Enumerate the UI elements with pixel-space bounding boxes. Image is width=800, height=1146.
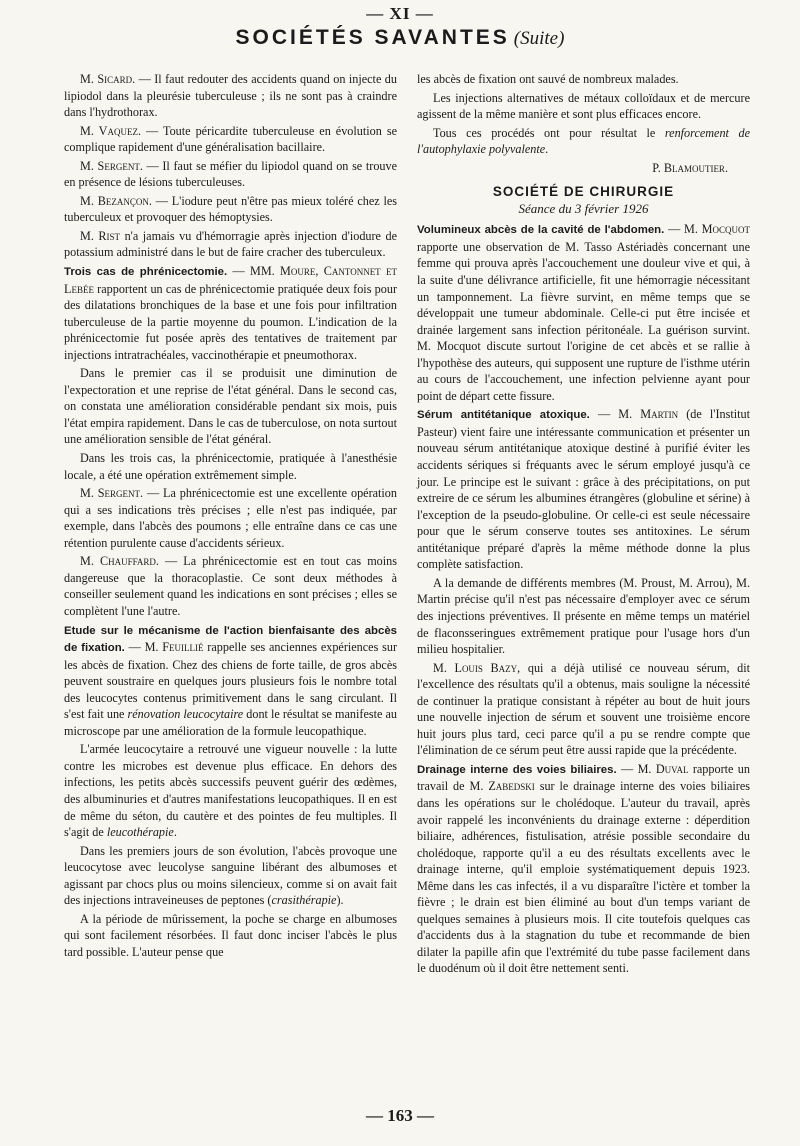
dash-text: — M. — [589, 407, 641, 422]
paragraph-text: Dans les premiers jours de son évolution, l'abcès provoque une leucocytose avec leucolyse sanguine libérant des albumoses et agissant par chocs plus ou moins silencieux, comme si on avait fait des injections intraveineuses de peptones ( — [64, 843, 397, 908]
speaker-name: M. Rist — [80, 228, 121, 243]
article-title: Drainage interne des voies biliaires. — [417, 763, 617, 776]
paragraph-text: — La phrénicectomie est une excellente opération qui a ses indications très précises ; elle n'est pas indiquée, par exemple, dans l'abcès des poumons ; elle entraîne dans ce cas une rétention purulente cause d'accidents sérieux. — [64, 486, 397, 550]
right-column — [417, 71, 750, 979]
paragraph-text: dont le résultat se manifeste au microscope par une amélioration de la formule leucopathique. — [64, 707, 397, 738]
author-name: M. Zabedski — [469, 779, 535, 794]
header-suffix: (Suite) — [513, 28, 565, 49]
section-header — [417, 184, 750, 217]
paragraph-text: ). — [336, 893, 344, 908]
paragraph-sergent-1 — [64, 158, 397, 191]
speaker-name: M. Sergent. — [80, 158, 143, 173]
paragraph-bazy — [417, 660, 750, 759]
speaker-name: M. Bezançon. — [80, 193, 152, 208]
section-date: Séance du 3 février 1926 — [518, 200, 649, 216]
paragraph-text: Les injections alternatives de métaux colloïdaux et de mercure agissent de la même manière et sont plus efficaces encore. — [417, 90, 750, 122]
paragraph-crasitherapie — [64, 843, 397, 909]
article-title: Sérum antitétanique atoxique. — [417, 409, 590, 422]
paragraph-text: — La phrénicectomie est en tout cas moins dangereuse que la thoracoplastie. Ce sont deux méthodes à conseiller seulement quand les indications en sont précises ; elles se complètent l'une l'autre. — [64, 554, 397, 618]
paragraph-text: — Toute péricardite tuberculeuse en évolution se complique rapidement d'une généralisation bacillaire. — [64, 123, 397, 155]
page-header — [0, 26, 800, 50]
article-serum-antitetanique — [417, 406, 750, 572]
paragraph-text: A la demande de différents membres (M. Proust, M. Arrou), M. Martin précise qu'il n'est pas nécessaire d'employer avec ce sérum des injections préventives. Il présente en même temps un matériel de flaconsseringues extrêmement pratique pour l'usage hors d'un milieu hospitalier. — [417, 575, 750, 657]
italic-term: renforcement de l'autophylaxie polyvalente — [417, 125, 751, 157]
dash-text: — M. — [124, 640, 163, 655]
paragraph-autophylaxie — [417, 125, 750, 158]
paragraph-text: rapporte une observation de M. Tasso Astériadès concernant une femme qui prouva après l'accouchement une douleur vive et qui, à la suite d'une délivrance artificielle, fit une hémorragie nécessitant un tamponnement. La fièvre survint, en même temps que se développait une tumeur abdominale. Celle-ci put être incisée et drainée largement sans infection péritonéale. La guérison survint. M. Mocquot discute surtout l'origine de cet abcès et se rallie à l'hypothèse des auteurs, qui supposent une rupture de l'isthme utérin au cours de l'accouchement, une infection pelvienne ayant pour point de départ cette fissure. — [417, 239, 750, 403]
paragraph-text: . — [545, 142, 549, 157]
speaker-name: M. Sicard. — [80, 72, 136, 86]
dash-text: — MM. — [227, 264, 281, 279]
article-title: Volumineux abcès de la cavité de l'abdomen. — [417, 224, 665, 237]
signature-line — [417, 160, 750, 177]
article-title: Etude sur le mécanisme de l'action bienfaisante des abcès de fixation. — [64, 624, 397, 655]
paragraph-text: rappelle ses anciennes expériences sur les abcès de fixation. Chez des chiens de forte taille, de gros abcès peuvent soustraire en quelques jours plusieurs fois le nombre total des leucocytes contenus primitivement dans le sang circulant. Il s'est fait une — [64, 640, 398, 722]
author-name: Feuillié — [162, 640, 204, 655]
page-roman-numeral: — XI — — [366, 4, 434, 23]
author-name: Mocquot — [701, 222, 750, 237]
italic-term: crasithérapie — [271, 893, 337, 908]
paragraph-text: les abcès de fixation ont sauvé de nombreux malades. — [417, 72, 679, 86]
paragraph-vaquez — [64, 123, 397, 156]
text-columns — [64, 71, 750, 979]
speaker-name: M. Louis Bazy, — [433, 660, 521, 675]
paragraph-text: Tous ces procédés ont pour résultat le — [433, 125, 665, 140]
section-title: SOCIÉTÉ DE CHIRURGIE — [492, 184, 675, 200]
header-title: SOCIÉTÉS SAVANTES — [235, 26, 510, 49]
paragraph-text: — L'iodure peut n'être pas mieux toléré chez les tuberculeux et provoquer des hémoptysies. — [64, 193, 397, 225]
author-name: Martin — [640, 407, 679, 422]
article-abces-fixation — [64, 622, 397, 740]
dash-text: — M. — [616, 761, 656, 776]
author-signature: P. Blamoutier. — [652, 160, 728, 175]
paragraph-chauffard — [64, 553, 397, 619]
page-number: — 163 — — [366, 1106, 434, 1125]
paragraph-text: — Il faut redouter des accidents quand on injecte du lipiodol dans la pleurésie tuberculeuse ; ils ne sont pas à craindre dans l'hydrothorax. — [64, 72, 397, 120]
italic-term: leucothérapie — [106, 825, 174, 840]
paragraph-text: qui a déjà utilisé ce nouveau sérum, dit l'excellence des résultats qu'il a obtenus, mais souligne la nécessité de continuer la pratique consistant à répéter au bout de huit jours une nouvelle injection de sérum et souvent une troisième encore huit jours plus tard, ceci parce qu'il a pu se rendre compte que l'élimination de ce sérum peut être aussi rapide que la précédente. — [417, 660, 750, 758]
article-phrenicectomie — [64, 263, 397, 363]
paragraph-leucotherapie — [64, 741, 397, 840]
dash-text: — M. — [664, 222, 702, 237]
paragraph-text: Dans les trois cas, la phrénicectomie, pratiquée à l'anesthésie locale, a été une opération extrêmement simple. — [64, 451, 397, 482]
author-names: Moure, Cantonnet et Lebée — [64, 264, 397, 296]
paragraph-text: (de l'Institut Pasteur) vient faire une intéressante communication et présenter un nouveau sérum antitétanique atoxique destiné à purifié éviter les accidents sériques si fréquants avec le sérum employé jusqu'à ce jour. Le principe est le suivant : grâce à des précipitations, on put extreire de ce sérum les albumines étrangères (globuline et sérine) à l'exception de la pseudo-globuline. Or celle-ci est seule nécessaire pour que le sérum conserve toutes ses antitoxines. Le sérum antitétanique préparé d'après la même méthode donne la plus complète satisfaction. — [417, 407, 751, 572]
speaker-name: M. Vaquez. — [80, 123, 142, 138]
italic-term: rénovation leucocytaire — [127, 707, 244, 722]
article-drainage-biliaire — [417, 761, 750, 977]
paragraph-text: Dans le premier cas il se produisit une diminution de l'expectoration et une reprise de l'état général. Dans le second cas, on constata une amélioration considérable pendant six mois, puis l'état empira rapidement. Dans le cas de tuberculose, on nota surtout une amélioration sensible de l'état général. — [64, 366, 397, 447]
paragraph-text: L'armée leucocytaire a retrouvé une vigueur nouvelle : la lutte contre les microbes est devenue plus efficace. En dehors des infections, les petits abcès successifs peuvent guérir des œdèmes, des albuminuries et d'autres manifestations leucopathiques. Il en est de même du séton, du cautère et des pointes de feu multiples. Il s'agit de — [64, 742, 397, 840]
author-name: Duval — [655, 761, 689, 776]
speaker-name: M. Chauffard. — [80, 554, 159, 569]
paragraph-text: n'a jamais vu d'hémorragie après injection d'iodure de potassium administré dans le but de faire cracher des tuberculeux. — [64, 228, 397, 260]
paragraph-text: sur le drainage interne des voies biliaires dans les opérations sur le cholédoque. L'auteur du travail, après avoir rappelé les inconvénients du drainage externe : déperdition biliaire, adhérences, fistulisation, atrésie possible secondaire du cholédoque, rapporte qu'il a eu des résultats excellents avec le drainage interne, qu'il emploie systématiquement depuis 1923. Même dans les cas infectés, il a vu disparaître l'ictère et tomber la fièvre ; le drain est bien éliminé au bout d'un temps variant de quelques semaines à plusieurs mois. Il cite toutefois quelques cas d'accidents dus à la stagnation du tube et recommande de bien dilater la papille afin que l'extrémité du tube passe facilement dans le duodénum où il doit être nettement senti. — [417, 779, 750, 976]
paragraph-sergent-2 — [64, 485, 397, 551]
paragraph-text: rapporte un travail de — [417, 761, 750, 794]
speaker-name: M. Sergent. — [80, 486, 144, 501]
paragraph-sicard — [64, 71, 397, 121]
paragraph-text: . — [173, 825, 177, 840]
paragraph-text: A la période de mûrissement, la poche se charge en albumoses qui sont facilement résorbées. Il faut donc inciser l'abcès le plus tard possible. L'auteur pense que — [64, 911, 397, 959]
paragraph-text: — Il faut se méfier du lipiodol quand on se trouve en présence de lésions tuberculeuses. — [64, 158, 398, 190]
paragraph-rist — [64, 228, 397, 261]
article-title: Trois cas de phrénicectomie. — [64, 266, 228, 279]
article-abces-abdomen — [417, 221, 750, 404]
paragraph-text: rapportent un cas de phrénicectomie pratiquée deux fois pour des dilatations bronchiques de la base et une fois pour infiltration tuberculeuse de la partie moyenne du poumon. L'indication de la phrénicectomie fut posée après des tentatives de traitement par injections intratrachéales, vaccinothérapie et pneumothorax. — [64, 281, 397, 362]
paragraph-bezancon — [64, 193, 397, 226]
left-column — [64, 71, 397, 979]
